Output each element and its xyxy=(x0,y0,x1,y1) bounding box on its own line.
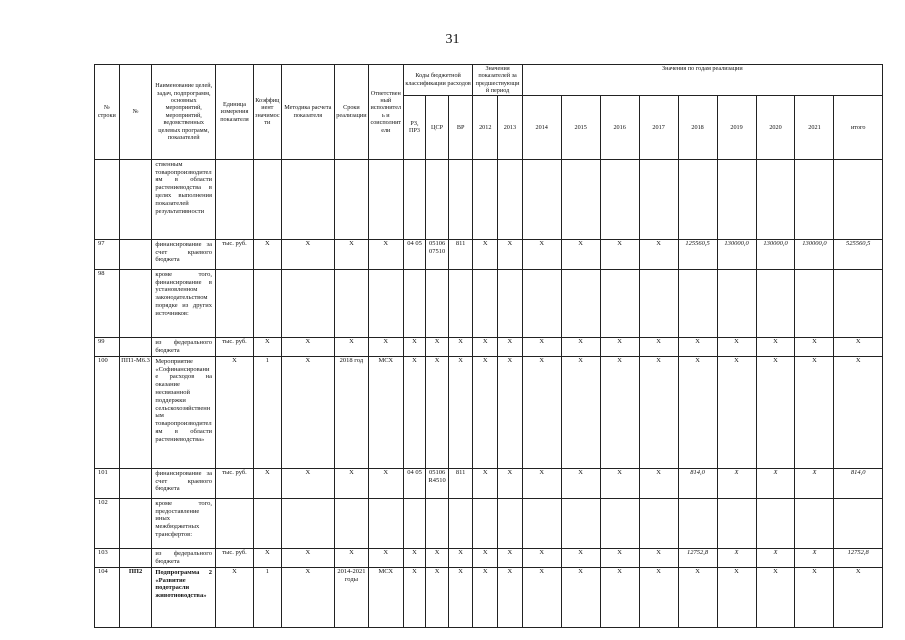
row-value-2016 xyxy=(600,498,639,548)
header-2021: 2021 xyxy=(795,95,834,159)
row-value-2012 xyxy=(473,269,498,337)
row-value-2019: Х xyxy=(717,356,756,468)
page-number: 31 xyxy=(445,32,460,47)
header-coef: Коэффициент значимости xyxy=(253,65,281,160)
row-number: 101 xyxy=(95,468,120,498)
header-row-no: № строки xyxy=(95,65,120,160)
row-value-2021: Х xyxy=(795,567,834,627)
row-total: 12752,8 xyxy=(834,548,883,567)
header-2012: 2012 xyxy=(473,95,498,159)
row-value-2018: 12752,8 xyxy=(678,548,717,567)
row-coef: 1 xyxy=(253,567,281,627)
row-unit xyxy=(216,159,254,239)
table-row xyxy=(95,498,883,548)
row-total xyxy=(834,498,883,548)
header-total: итого xyxy=(834,95,883,159)
row-value-2013: Х xyxy=(498,548,523,567)
row-name: кроме того, финансирование в установленном законодательством порядке из других источников: xyxy=(152,269,216,337)
row-value-2015: Х xyxy=(561,239,600,269)
row-csr xyxy=(426,498,449,548)
row-rz: Х xyxy=(403,356,426,468)
table-row xyxy=(95,548,883,567)
header-executor: Ответственный исполнитель и соисполнители xyxy=(368,65,403,160)
row-executor xyxy=(368,269,403,337)
row-rz: 04 05 xyxy=(403,468,426,498)
row-value-2020: Х xyxy=(756,356,795,468)
row-value-2018: Х xyxy=(678,567,717,627)
row-vr: 811 xyxy=(448,468,473,498)
row-name: Мероприятие «Софинансирование расходов на оказание несвязанной поддержки сельскохозяйственным товаропроизводителям в области растениеводства» xyxy=(152,356,216,468)
row-code xyxy=(119,468,152,498)
row-name: финансирование за счет краевого бюджета xyxy=(152,239,216,269)
row-rz: Х xyxy=(403,567,426,627)
row-value-2012 xyxy=(473,498,498,548)
row-executor: МСХ xyxy=(368,567,403,627)
header-prev-period: Значения показателей за предшествующий период xyxy=(473,65,522,96)
row-value-2019 xyxy=(717,269,756,337)
row-value-2015: Х xyxy=(561,567,600,627)
row-coef: Х xyxy=(253,548,281,567)
row-value-2017 xyxy=(639,159,678,239)
row-value-2016 xyxy=(600,159,639,239)
row-value-2012: Х xyxy=(473,548,498,567)
row-vr xyxy=(448,269,473,337)
row-value-2014: Х xyxy=(522,567,561,627)
row-method: Х xyxy=(281,468,334,498)
row-unit: тыс. руб. xyxy=(216,548,254,567)
row-value-2019: 130000,0 xyxy=(717,239,756,269)
row-csr: 05106 R4510 xyxy=(426,468,449,498)
row-value-2015: Х xyxy=(561,548,600,567)
row-value-2014: Х xyxy=(522,468,561,498)
row-coef xyxy=(253,498,281,548)
row-value-2013: Х xyxy=(498,337,523,356)
row-number: 98 xyxy=(95,269,120,337)
row-value-2014 xyxy=(522,159,561,239)
row-value-2018: Х xyxy=(678,356,717,468)
table-row xyxy=(95,567,883,627)
row-value-2019 xyxy=(717,498,756,548)
header-unit: Единица измерения показателя xyxy=(216,65,254,160)
header-2019: 2019 xyxy=(717,95,756,159)
row-value-2020 xyxy=(756,159,795,239)
row-csr: 05106 07510 xyxy=(426,239,449,269)
row-vr: 811 xyxy=(448,239,473,269)
header-budget-codes: Коды бюджетной классификации расходов xyxy=(403,65,473,96)
row-vr xyxy=(448,159,473,239)
table-row xyxy=(95,159,883,239)
header-2014: 2014 xyxy=(522,95,561,159)
row-csr: Х xyxy=(426,567,449,627)
row-total xyxy=(834,159,883,239)
row-unit xyxy=(216,269,254,337)
row-value-2016 xyxy=(600,269,639,337)
row-name: кроме того, предоставление иных межбюджетных трансфертов: xyxy=(152,498,216,548)
row-vr: Х xyxy=(448,356,473,468)
row-value-2021 xyxy=(795,269,834,337)
header-2015: 2015 xyxy=(561,95,600,159)
row-value-2012: Х xyxy=(473,239,498,269)
table-row xyxy=(95,356,883,468)
table-body xyxy=(95,159,883,627)
row-coef: Х xyxy=(253,239,281,269)
row-coef xyxy=(253,159,281,239)
row-value-2018 xyxy=(678,498,717,548)
table-row xyxy=(95,468,883,498)
row-code xyxy=(119,337,152,356)
row-value-2021: Х xyxy=(795,468,834,498)
row-value-2019: Х xyxy=(717,468,756,498)
row-vr: Х xyxy=(448,567,473,627)
row-term: 2014-2021 годы xyxy=(335,567,369,627)
row-term xyxy=(335,269,369,337)
row-term: Х xyxy=(335,548,369,567)
row-name: из федерального бюджета xyxy=(152,548,216,567)
row-rz xyxy=(403,159,426,239)
row-term: 2018 год xyxy=(335,356,369,468)
row-value-2018: 125560,5 xyxy=(678,239,717,269)
header-2018: 2018 xyxy=(678,95,717,159)
row-rz xyxy=(403,498,426,548)
row-csr xyxy=(426,159,449,239)
row-value-2015 xyxy=(561,159,600,239)
row-value-2014: Х xyxy=(522,337,561,356)
row-value-2014 xyxy=(522,269,561,337)
row-method xyxy=(281,269,334,337)
row-value-2017: Х xyxy=(639,356,678,468)
row-name: Подпрограмма 2 «Развитие подотрасли животноводства» xyxy=(152,567,216,627)
row-method: Х xyxy=(281,567,334,627)
row-value-2015: Х xyxy=(561,468,600,498)
row-executor: Х xyxy=(368,468,403,498)
row-value-2021: 130000,0 xyxy=(795,239,834,269)
row-value-2018 xyxy=(678,159,717,239)
row-value-2013 xyxy=(498,159,523,239)
header-csr: ЦСР xyxy=(426,95,449,159)
row-value-2015: Х xyxy=(561,337,600,356)
header-rz: РЗ, ПР3 xyxy=(403,95,426,159)
row-value-2016: Х xyxy=(600,468,639,498)
header-term: Сроки реализации xyxy=(335,65,369,160)
row-value-2016: Х xyxy=(600,567,639,627)
row-value-2013: Х xyxy=(498,239,523,269)
row-term: Х xyxy=(335,468,369,498)
row-number: 102 xyxy=(95,498,120,548)
row-code: ПП1-М6.3 xyxy=(119,356,152,468)
row-value-2013: Х xyxy=(498,567,523,627)
row-code xyxy=(119,498,152,548)
row-code xyxy=(119,548,152,567)
row-value-2013 xyxy=(498,269,523,337)
row-unit: Х xyxy=(216,356,254,468)
row-method xyxy=(281,498,334,548)
header-code: № xyxy=(119,65,152,160)
row-value-2012: Х xyxy=(473,356,498,468)
indicators-table xyxy=(94,64,883,628)
header-method: Методика расчета показателя xyxy=(281,65,334,160)
row-code: ПП2 xyxy=(119,567,152,627)
row-executor xyxy=(368,498,403,548)
row-coef: Х xyxy=(253,468,281,498)
row-executor: Х xyxy=(368,337,403,356)
row-total: Х xyxy=(834,337,883,356)
row-term xyxy=(335,159,369,239)
row-name: ственным товаропроизводителям в области растениеводства в целях выполнения показателей результативности xyxy=(152,159,216,239)
row-method: Х xyxy=(281,239,334,269)
table-row xyxy=(95,239,883,269)
row-vr: Х xyxy=(448,337,473,356)
row-value-2016: Х xyxy=(600,356,639,468)
row-value-2016: Х xyxy=(600,239,639,269)
row-value-2017: Х xyxy=(639,548,678,567)
row-value-2012: Х xyxy=(473,337,498,356)
row-csr: Х xyxy=(426,356,449,468)
row-term xyxy=(335,498,369,548)
row-value-2021 xyxy=(795,498,834,548)
row-method: Х xyxy=(281,356,334,468)
header-years: Значения по годам реализации xyxy=(522,65,882,96)
table-header xyxy=(95,65,883,160)
row-value-2017: Х xyxy=(639,567,678,627)
row-value-2020: Х xyxy=(756,548,795,567)
row-rz xyxy=(403,269,426,337)
row-value-2019: Х xyxy=(717,337,756,356)
row-value-2014: Х xyxy=(522,356,561,468)
row-unit xyxy=(216,498,254,548)
row-unit: тыс. руб. xyxy=(216,337,254,356)
row-value-2019: Х xyxy=(717,548,756,567)
row-value-2013: Х xyxy=(498,356,523,468)
row-csr: Х xyxy=(426,337,449,356)
row-csr xyxy=(426,269,449,337)
table-row xyxy=(95,337,883,356)
row-value-2018 xyxy=(678,269,717,337)
row-value-2019 xyxy=(717,159,756,239)
row-value-2021: Х xyxy=(795,548,834,567)
row-value-2020: Х xyxy=(756,468,795,498)
row-vr xyxy=(448,498,473,548)
row-coef: 1 xyxy=(253,356,281,468)
row-number: 104 xyxy=(95,567,120,627)
row-value-2021: Х xyxy=(795,337,834,356)
header-2013: 2013 xyxy=(498,95,523,159)
row-total: Х xyxy=(834,567,883,627)
row-value-2017: Х xyxy=(639,239,678,269)
row-value-2019: Х xyxy=(717,567,756,627)
row-value-2021 xyxy=(795,159,834,239)
header-vr: ВР xyxy=(448,95,473,159)
row-value-2013: Х xyxy=(498,468,523,498)
row-term: Х xyxy=(335,239,369,269)
row-value-2013 xyxy=(498,498,523,548)
row-value-2018: Х xyxy=(678,337,717,356)
row-value-2020 xyxy=(756,269,795,337)
row-code xyxy=(119,269,152,337)
header-2017: 2017 xyxy=(639,95,678,159)
row-unit: тыс. руб. xyxy=(216,239,254,269)
row-unit: Х xyxy=(216,567,254,627)
row-value-2014: Х xyxy=(522,548,561,567)
row-value-2017: Х xyxy=(639,337,678,356)
table-row xyxy=(95,269,883,337)
row-value-2014: Х xyxy=(522,239,561,269)
row-coef xyxy=(253,269,281,337)
row-value-2015 xyxy=(561,269,600,337)
row-value-2020: 130000,0 xyxy=(756,239,795,269)
row-total: Х xyxy=(834,356,883,468)
row-csr: Х xyxy=(426,548,449,567)
row-coef: Х xyxy=(253,337,281,356)
row-rz: Х xyxy=(403,337,426,356)
row-executor: Х xyxy=(368,548,403,567)
row-executor xyxy=(368,159,403,239)
row-value-2020: Х xyxy=(756,337,795,356)
header-name: Наименование целей, задач, подпрограмм, основных мероприятий, мероприятий, ведомственных целевых программ, показателей xyxy=(152,65,216,160)
row-executor: МСХ xyxy=(368,356,403,468)
row-code xyxy=(119,159,152,239)
row-value-2012: Х xyxy=(473,567,498,627)
row-value-2015: Х xyxy=(561,356,600,468)
row-code xyxy=(119,239,152,269)
row-number: 100 xyxy=(95,356,120,468)
row-name: финансирование за счет краевого бюджета xyxy=(152,468,216,498)
row-value-2020: Х xyxy=(756,567,795,627)
row-unit: тыс. руб. xyxy=(216,468,254,498)
row-value-2012: Х xyxy=(473,468,498,498)
row-value-2017 xyxy=(639,498,678,548)
row-rz: Х xyxy=(403,548,426,567)
row-number: 99 xyxy=(95,337,120,356)
row-executor: Х xyxy=(368,239,403,269)
row-number xyxy=(95,159,120,239)
row-total xyxy=(834,269,883,337)
row-value-2016: Х xyxy=(600,337,639,356)
row-value-2018: 814,0 xyxy=(678,468,717,498)
row-method xyxy=(281,159,334,239)
header-2016: 2016 xyxy=(600,95,639,159)
row-name: из федерального бюджета xyxy=(152,337,216,356)
row-number: 97 xyxy=(95,239,120,269)
row-value-2015 xyxy=(561,498,600,548)
row-value-2017: Х xyxy=(639,468,678,498)
row-method: Х xyxy=(281,548,334,567)
row-value-2020 xyxy=(756,498,795,548)
row-number: 103 xyxy=(95,548,120,567)
row-term: Х xyxy=(335,337,369,356)
row-value-2014 xyxy=(522,498,561,548)
row-value-2021: Х xyxy=(795,356,834,468)
row-method: Х xyxy=(281,337,334,356)
row-value-2017 xyxy=(639,269,678,337)
row-rz: 04 05 xyxy=(403,239,426,269)
row-total: 525560,5 xyxy=(834,239,883,269)
row-value-2016: Х xyxy=(600,548,639,567)
header-2020: 2020 xyxy=(756,95,795,159)
row-total: 814,0 xyxy=(834,468,883,498)
row-value-2012 xyxy=(473,159,498,239)
row-vr: Х xyxy=(448,548,473,567)
